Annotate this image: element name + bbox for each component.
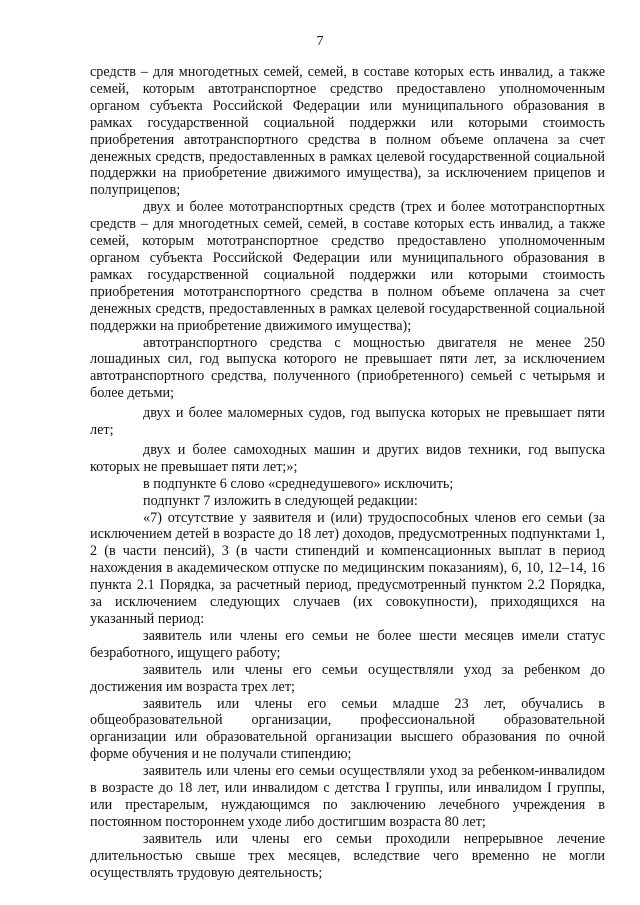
paragraph-disabled-care: заявитель или члены его семьи осуществляли уход за ребенком-инвалидом в возрасте до 18 лет, или инвалидом с детства I группы, или инвалидом I группы, или престарелым, нуждающимся по заключению лечебного учреждения в постоянном постороннем уходе либо достигшим возраста 80 лет; [90,763,605,830]
paragraph-motorcycles: двух и более мототранспортных средств (трех и более мототранспортных средств – для многодетных семей, семей, в составе которых есть инвалид, а также семей, которым мототранспортное средство предоставлено уполномоченным органом субъекта Российской Федерации или муниципального образования в рамках государственной социальной поддержки или которыми стоимость приобретения мототранспортного средства в полном объеме оплачена за счет денежных средств, предоставленных в рамках целевой государственной социальной поддержки на приобретение движимого имущества); [90,199,605,334]
paragraph-vehicles-continued: средств – для многодетных семей, семей, в составе которых есть инвалид, а также семей, которым автотранспортное средство предоставлено уполномоченным органом субъекта Российской Федерации или муниципального образования в рамках государственной социальной поддержки или которыми стоимость приобретения автотранспортного средства в полном объеме оплачена за счет денежных средств, предоставленных в рамках целевой государственной социальной поддержки на приобретение движимого имущества), за исключением прицепов и полуприцепов; [90,64,605,199]
paragraph-medical-treatment: заявитель или члены его семьи проходили непрерывное лечение длительностью свыше трех месяцев, вследствие чего временно не могли осуществлять трудовую деятельность; [90,830,605,881]
paragraph-subpoint-7-text: «7) отсутствие у заявителя и (или) трудоспособных членов его семьи (за исключением детей в возрасте до 18 лет) доходов, предусмотренных подпунктами 1, 2 (в части пенсий), 3 (в части стипендий и компенсационных выплат в период нахождения в академическом отпуске по медицинским показаниям), 6, 10, 12–14, 16 пункта 2.1 Порядка, за расчетный период, предусмотренный пунктом 2.2 Порядка, за исключением следующих случаев (их совокупности), приходящихся на указанный период: [90,509,605,627]
paragraph-unemployed: заявитель или члены его семьи не более шести месяцев имели статус безработного, ищущего работу; [90,627,605,661]
paragraph-subpoint-6: в подпункте 6 слово «среднедушевого» исключить; [143,475,454,492]
paragraph-engine-power: автотранспортного средства с мощностью двигателя не менее 250 лошадиных сил, год выпуска которого не превышает пяти лет, за исключением автотранспортного средства, полученного (приобретенного) семьей с четырьмя и более детьми; [90,334,605,402]
document-body [90,64,605,882]
paragraph-self-propelled-machines: двух и более самоходных машин и других видов техники, год выпуска которых не превышает пяти лет;»; [90,441,605,475]
paragraph-small-vessels: двух и более маломерных судов, год выпуска которых не превышает пяти лет; [90,405,605,439]
paragraph-child-care: заявитель или члены его семьи осуществляли уход за ребенком до достижения им возраста трех лет; [90,661,605,695]
paragraph-subpoint-7-intro: подпункт 7 изложить в следующей редакции: [143,492,418,509]
page-number: 7 [316,34,324,49]
paragraph-students: заявитель или члены его семьи младше 23 лет, обучались в общеобразовательной организации, профессиональной образовательной организации или образовательной организации высшего образования по очной форме обучения и не получали стипендию; [90,695,605,763]
